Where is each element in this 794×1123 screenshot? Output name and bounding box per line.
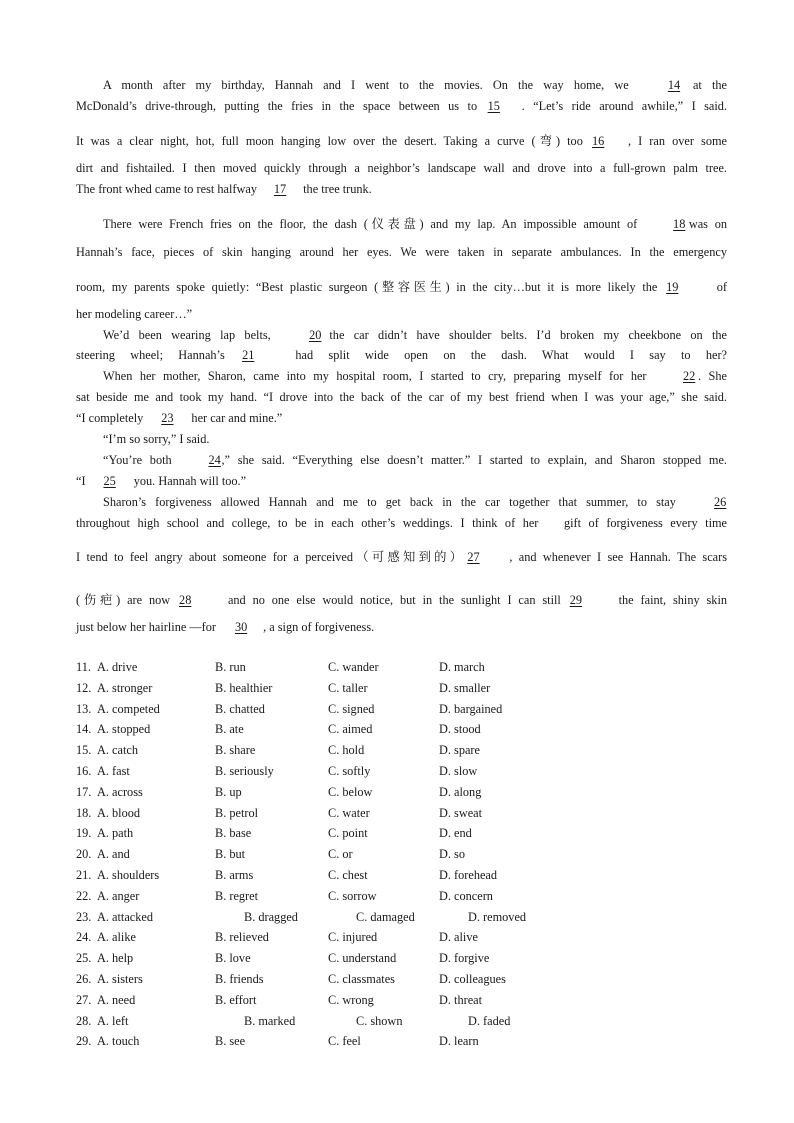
option-c[interactable]: C. hold — [328, 743, 365, 758]
option-d[interactable]: D. bargained — [439, 701, 503, 716]
blank-28[interactable]: 28 — [179, 593, 192, 607]
option-c[interactable]: C. feel — [328, 1034, 361, 1049]
blank-21[interactable]: 21 — [242, 348, 255, 362]
option-d[interactable]: D. slow — [439, 764, 478, 778]
option-b[interactable]: B. chatted — [215, 701, 265, 716]
text-line: “I’m so sorry,” I said. — [103, 432, 210, 446]
question-row — [76, 1034, 716, 1054]
option-a[interactable]: A. and — [97, 847, 130, 862]
option-d[interactable]: D. faded — [468, 1013, 511, 1028]
question-row — [76, 722, 716, 742]
text-line: There were French fries on the floor, the dash (仪表盘) and my lap. An impossible amount of 18 was on — [103, 217, 727, 231]
option-a[interactable]: A. stopped — [97, 722, 151, 737]
question-number: 19. — [76, 826, 92, 841]
question-row — [76, 1014, 716, 1034]
option-b[interactable]: B. see — [215, 1034, 246, 1049]
blank-19[interactable]: 19 — [666, 280, 679, 294]
question-number: 25. — [76, 951, 92, 966]
option-b[interactable]: B. relieved — [215, 930, 269, 945]
question-number: 21. — [76, 868, 92, 882]
text-line: “I completely 23 her car and mine.” — [76, 411, 283, 425]
question-row — [76, 806, 716, 826]
blank-30[interactable]: 30 — [234, 620, 248, 634]
option-b[interactable]: B. petrol — [215, 805, 259, 820]
option-c[interactable]: C. classmates — [328, 972, 395, 986]
text-line: just below her hairline —for 30 , a sign of forgiveness. — [76, 620, 375, 634]
question-number: 22. — [76, 888, 92, 903]
question-row — [76, 826, 716, 846]
option-b[interactable]: B. marked — [244, 1013, 296, 1028]
option-d[interactable]: D. so — [439, 847, 465, 862]
question-row — [76, 764, 716, 784]
option-a[interactable]: A. stronger — [97, 680, 153, 695]
option-c[interactable]: C. sorrow — [328, 888, 377, 903]
option-a[interactable]: A. catch — [97, 743, 138, 758]
option-d[interactable]: D. end — [439, 826, 472, 841]
option-c[interactable]: C. water — [328, 805, 370, 820]
question-row — [76, 951, 716, 971]
option-c[interactable]: C. below — [328, 784, 373, 799]
option-c[interactable]: C. damaged — [356, 909, 415, 924]
option-b[interactable]: B. up — [215, 784, 242, 799]
text-line: “You’re both 24,” she said. “Everything else doesn’t matter.” I started to explain, and Sharon stopped me. — [103, 453, 728, 467]
option-a[interactable]: A. fast — [97, 764, 130, 778]
option-a[interactable]: A. across — [97, 784, 143, 799]
question-number: 18. — [76, 805, 92, 820]
question-number: 29. — [76, 1034, 92, 1049]
question-number: 20. — [76, 847, 92, 862]
option-d[interactable]: D. spare — [439, 743, 480, 758]
option-b[interactable]: B. love — [215, 951, 251, 966]
question-row — [76, 847, 716, 867]
option-d[interactable]: D. forgive — [439, 951, 490, 966]
text-line: Sharon’s forgiveness allowed Hannah and me to get back in the car together that summer, to stay 26 — [103, 495, 727, 509]
question-number: 15. — [76, 743, 92, 758]
option-a[interactable]: A. need — [97, 992, 136, 1007]
blank-25[interactable]: 25 — [103, 474, 116, 488]
question-number: 11. — [76, 660, 91, 674]
blank-16[interactable]: 16 — [591, 134, 605, 148]
option-b[interactable]: B. regret — [215, 888, 259, 903]
text-line: Hannah’s face, pieces of skin hanging around her eyes. We were taken in separate ambulances. In the emergency — [76, 245, 727, 259]
option-a[interactable]: A. drive — [97, 660, 138, 674]
option-a[interactable]: A. anger — [97, 888, 140, 903]
option-a[interactable]: A. shoulders — [97, 868, 160, 882]
blank-27[interactable]: 27 — [467, 550, 480, 564]
option-c[interactable]: C. wander — [328, 660, 379, 674]
question-row — [76, 660, 716, 680]
text-line: dirt and fishtailed. I then moved quickly through a neighbor’s landscape wall and drove into a full-grown palm tree. — [76, 161, 727, 175]
blank-29[interactable]: 29 — [569, 593, 583, 607]
option-d[interactable]: D. along — [439, 784, 482, 799]
option-d[interactable]: D. smaller — [439, 680, 491, 695]
option-a[interactable]: A. alike — [97, 930, 136, 945]
option-d[interactable]: D. stood — [439, 722, 481, 737]
text-line: We’d been wearing lap belts, 20 the car didn’t have shoulder belts. I’d broken my cheekbone on the — [103, 328, 728, 342]
option-c[interactable]: C. shown — [356, 1013, 403, 1028]
option-d[interactable]: D. alive — [439, 930, 478, 945]
option-d[interactable]: D. learn — [439, 1034, 479, 1049]
question-row — [76, 785, 716, 805]
question-number: 23. — [76, 909, 92, 924]
option-c[interactable]: C. signed — [328, 701, 375, 716]
text-line: A month after my birthday, Hannah and I went to the movies. On the way home, we 14 at the — [103, 78, 727, 92]
option-b[interactable]: B. but — [215, 847, 246, 862]
question-number: 26. — [76, 972, 92, 986]
blank-24[interactable]: 24 — [208, 453, 221, 467]
option-a[interactable]: A. sisters — [97, 972, 143, 986]
question-number: 16. — [76, 764, 92, 778]
question-row — [76, 910, 716, 930]
text-line: steering wheel; Hannah’s 21 had split wide open on the dash. What would I say to her? — [76, 348, 728, 362]
option-a[interactable]: A. left — [97, 1013, 129, 1028]
question-row — [76, 889, 716, 909]
text-line: I tend to feel angry about someone for a perceived（可感知到的） 27 , and whenever I see Hannah. The scars — [76, 550, 727, 564]
option-c[interactable]: C. point — [328, 826, 368, 841]
text-line: The front whed came to rest halfway 17 the tree trunk. — [76, 182, 372, 196]
option-d[interactable]: D. forehead — [439, 868, 498, 882]
option-c[interactable]: C. injured — [328, 930, 378, 945]
option-d[interactable]: D. threat — [439, 992, 483, 1007]
option-a[interactable]: A. touch — [97, 1034, 140, 1049]
option-b[interactable]: B. base — [215, 826, 252, 841]
option-a[interactable]: A. blood — [97, 805, 141, 820]
option-b[interactable]: B. arms — [215, 868, 254, 882]
text-line: room, my parents spoke quietly: “Best plastic surgeon (整容医生) in the city…but it is more likely the 19 of — [76, 280, 727, 294]
option-c[interactable]: C. taller — [328, 680, 368, 695]
option-c[interactable]: C. softly — [328, 764, 371, 778]
option-d[interactable]: D. removed — [468, 909, 527, 924]
option-b[interactable]: B. healthier — [215, 680, 273, 695]
option-b[interactable]: B. run — [215, 660, 246, 674]
question-row — [76, 681, 716, 701]
text-line: It was a clear night, hot, full moon hanging low over the desert. Taking a curve (弯) too 16 , I ran over some — [76, 134, 727, 148]
blank-20[interactable]: 20 — [309, 328, 322, 342]
option-a[interactable]: A. path — [97, 826, 134, 841]
text-line: throughout high school and college, to be in each other’s weddings. I think of her gift of forgiveness every time — [76, 516, 728, 530]
question-number: 24. — [76, 930, 92, 945]
blank-18[interactable]: 18 — [673, 217, 686, 231]
blank-22[interactable]: 22 — [683, 369, 696, 383]
blank-17[interactable]: 17 — [273, 182, 287, 196]
option-c[interactable]: C. wrong — [328, 992, 374, 1007]
option-d[interactable]: D. concern — [439, 888, 493, 903]
question-row — [76, 868, 716, 888]
question-row — [76, 930, 716, 950]
blank-26[interactable]: 26 — [714, 495, 727, 509]
blank-14[interactable]: 14 — [667, 78, 681, 92]
text-line: her modeling career…” — [76, 307, 193, 321]
option-c[interactable]: C. chest — [328, 868, 368, 882]
question-number: 13. — [76, 701, 92, 716]
question-row — [76, 702, 716, 722]
option-c[interactable]: C. understand — [328, 951, 397, 966]
text-line: When her mother, Sharon, came into my hospital room, I started to cry, preparing myself for her 22 . She — [103, 369, 727, 383]
option-c[interactable]: C. or — [328, 847, 353, 862]
option-a[interactable]: A. attacked — [97, 909, 153, 924]
text-line: (伤疤) are now 28 and no one else would notice, but in the sunlight I can still 29 the faint, shiny skin — [76, 593, 728, 607]
option-d[interactable]: D. colleagues — [439, 972, 506, 986]
question-row — [76, 972, 716, 992]
option-b[interactable]: B. friends — [215, 972, 264, 986]
question-number: 27. — [76, 992, 92, 1007]
option-a[interactable]: A. help — [97, 951, 134, 966]
question-number: 14. — [76, 722, 92, 737]
option-b[interactable]: B. seriously — [215, 764, 274, 778]
question-row — [76, 993, 716, 1013]
option-d[interactable]: D. sweat — [439, 805, 483, 820]
question-number: 17. — [76, 784, 92, 799]
option-b[interactable]: B. ate — [215, 722, 244, 737]
text-line: sat beside me and took my hand. “I drove into the back of the car of my best friend when I was your age,” she said. — [76, 390, 727, 404]
question-number: 28. — [76, 1013, 92, 1028]
question-number: 12. — [76, 680, 92, 695]
option-b[interactable]: B. share — [215, 743, 256, 758]
option-b[interactable]: B. dragged — [244, 909, 298, 924]
option-a[interactable]: A. competed — [97, 701, 160, 716]
question-row — [76, 743, 716, 763]
text-line: “I 25 you. Hannah will too.” — [76, 474, 247, 488]
text-line: McDonald’s drive-through, putting the fries in the space between us to 15 . “Let’s ride around awhile,” I said. — [76, 99, 727, 113]
blank-15[interactable]: 15 — [487, 99, 500, 113]
option-c[interactable]: C. aimed — [328, 722, 373, 737]
option-b[interactable]: B. effort — [215, 992, 257, 1007]
option-d[interactable]: D. march — [439, 660, 485, 674]
blank-23[interactable]: 23 — [161, 411, 174, 425]
